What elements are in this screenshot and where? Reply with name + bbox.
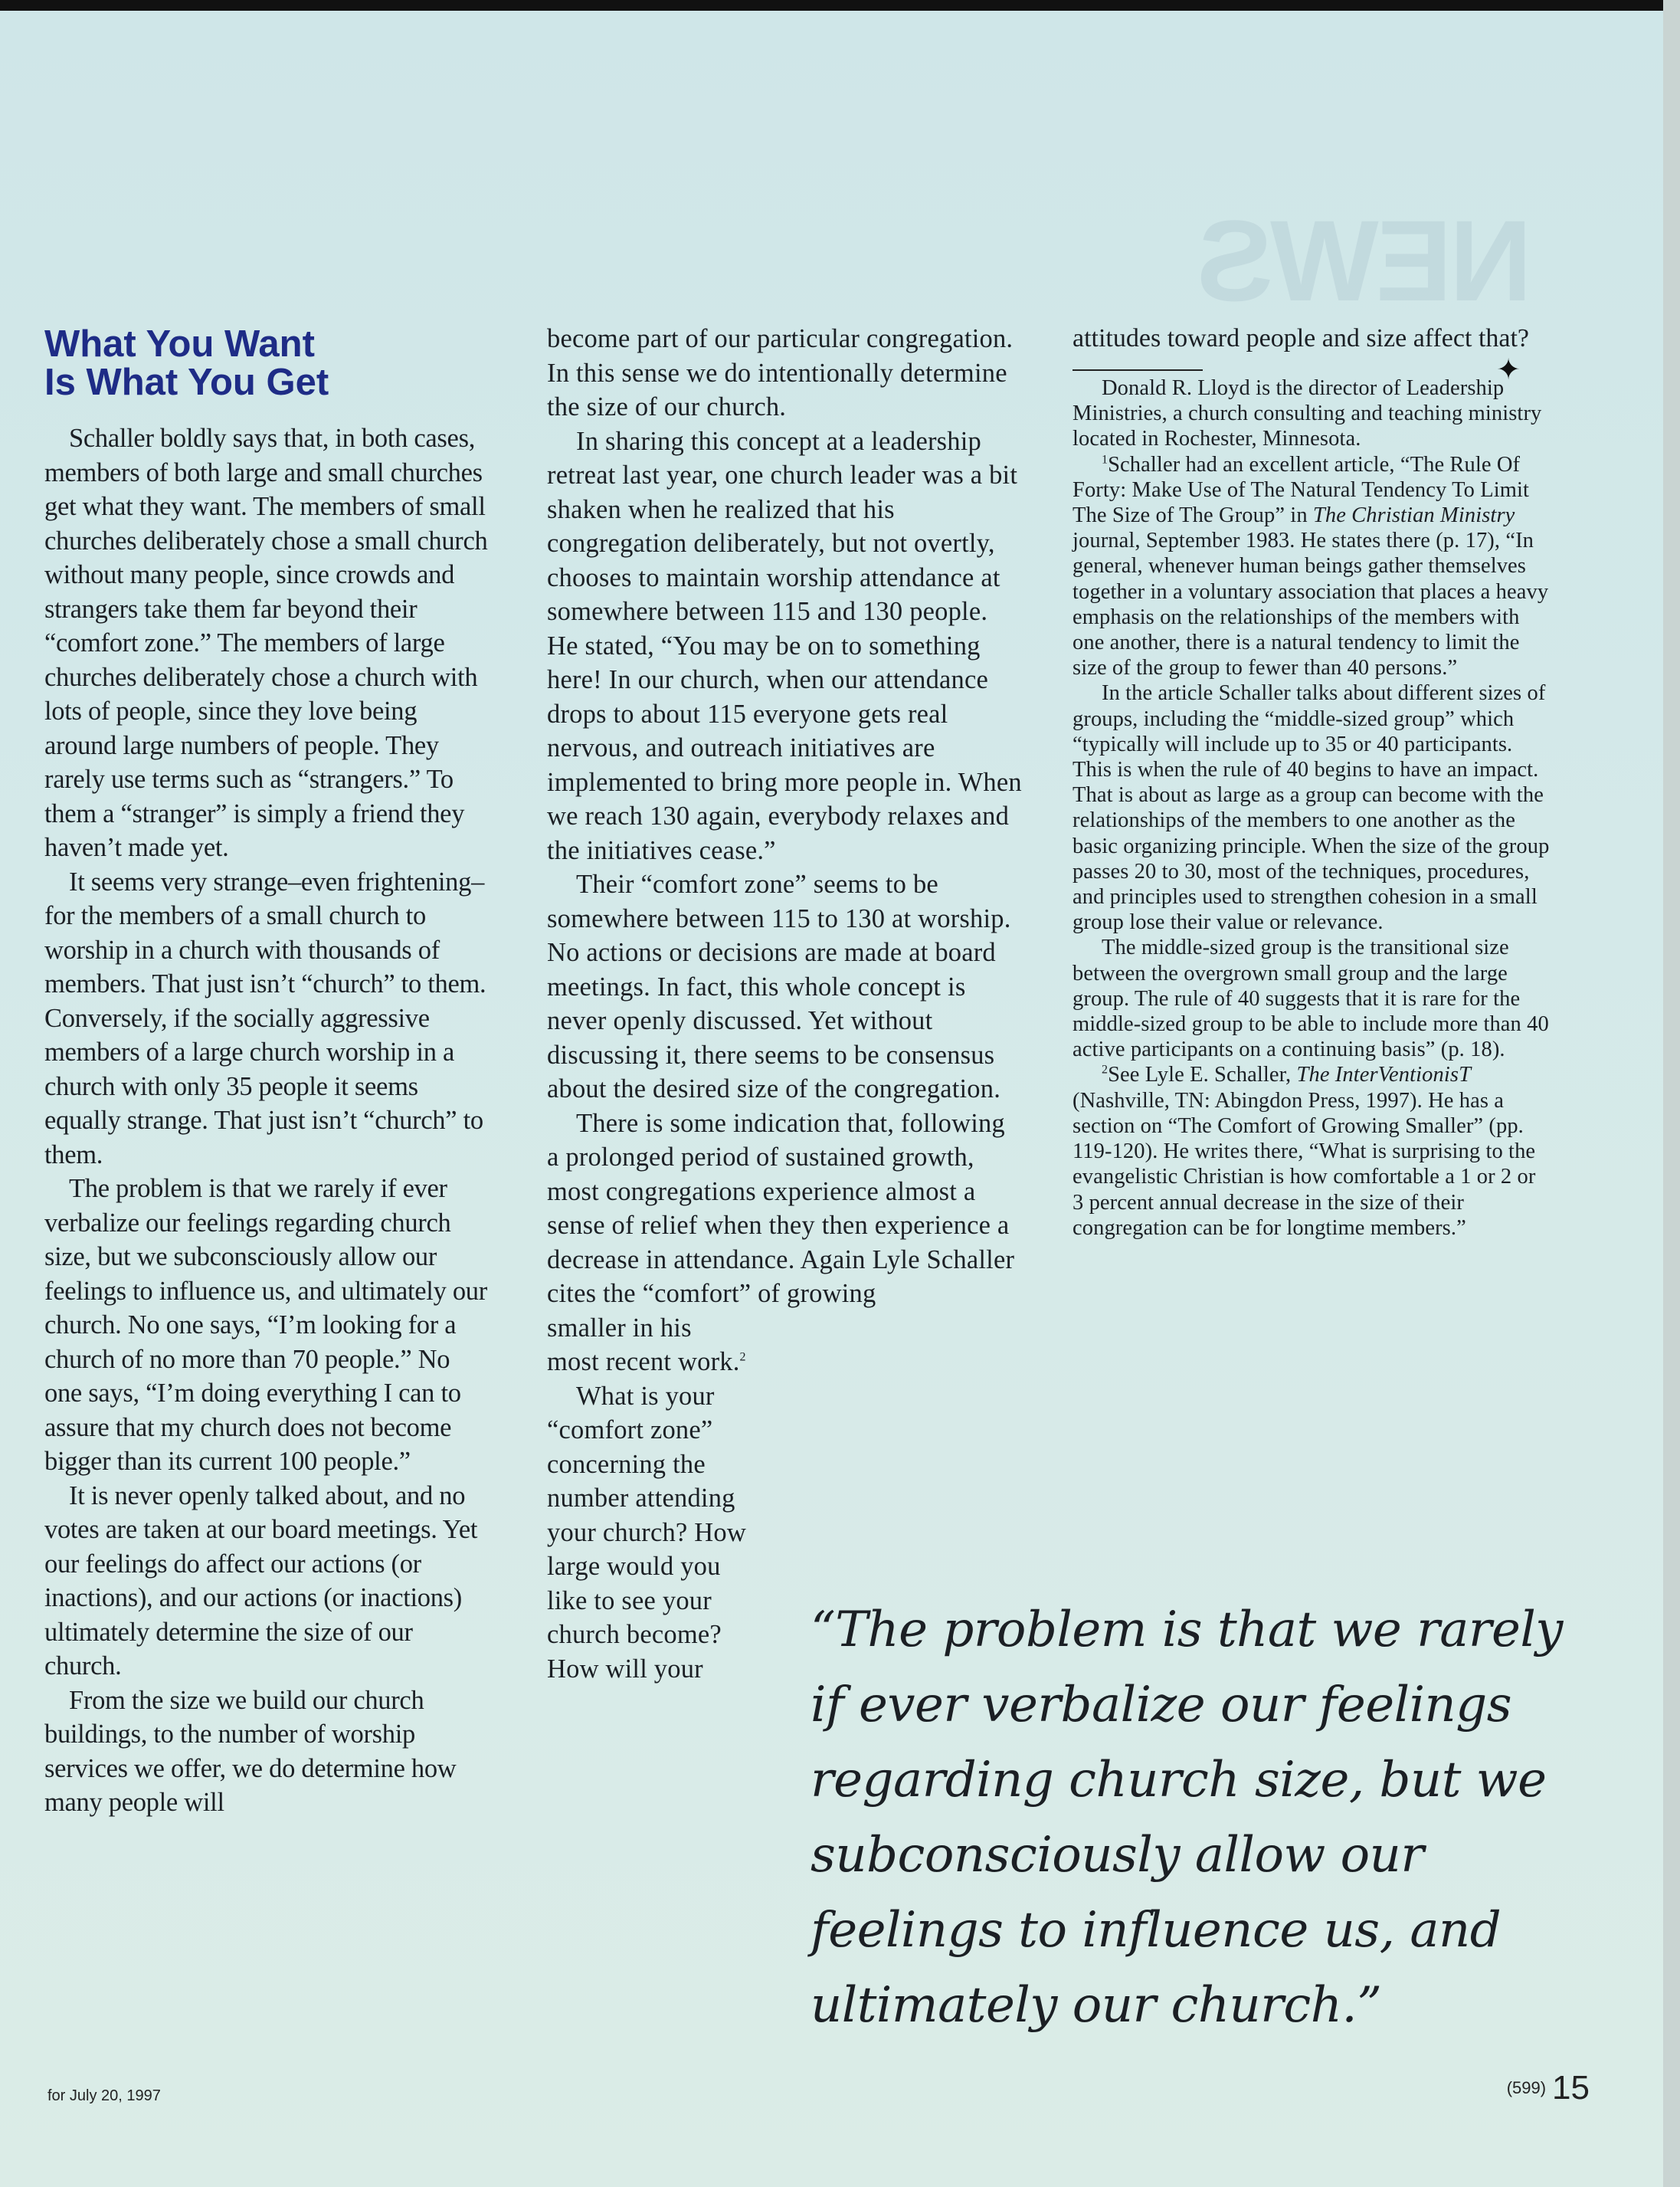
footnote-ref: 2 — [739, 1350, 746, 1364]
body-text: smaller in his most recent work. — [547, 1313, 740, 1376]
page-number: 15 — [1552, 2069, 1590, 2107]
end-mark-icon: ✦ — [1496, 354, 1521, 386]
footnote-text: journal, September 1983. He states there (p. 17), “In general, whenever human beings gather themselves together in a voluntary association that places a heavy emphasis on the relationships of the members with one another, there is a natural tendency to limit the size of the group to fewer than 40 persons.” — [1073, 529, 1549, 680]
body-paragraph: From the size we build our church buildings, to the number of worship services we offer, we do determine how many people will — [44, 1685, 457, 1817]
body-paragraph: Schaller boldly says that, in both cases, members of both large and small churches get what they want. The members of small churches deliberately chose a small church without many people, since crowds and strangers take them far beyond their “comfort zone.” The members of large churches deliberately chose a church with lots of people, since they love being around large numbers of people. They rarely use terms such as “strangers.” To them a “stranger” is simply a friend they haven’t made yet. — [44, 424, 488, 862]
body-paragraph: There is some indication that, following a prolonged period of sustained growth, most congregations experience almost a sense of relief when they then experience a decrease in attendance. Again Lyle Schaller cites the “comfort” of growing — [547, 1108, 1015, 1308]
book-title: The InterVentionisT — [1296, 1063, 1472, 1087]
column-3 — [1073, 322, 1551, 1241]
body-paragraph: It is never openly talked about, and no votes are taken at our board meetings. Yet our feelings do affect our actions (or inactions), and our actions (or inactions) ultimately determine the size of our church. — [44, 1480, 478, 1680]
headline-line-1: What You Want — [44, 323, 315, 365]
issue-date: for July 20, 1997 — [47, 2087, 161, 2104]
body-paragraph: The problem is that we rarely if ever verbalize our feelings regarding church size, but we subconsciously allow our feelings to influence us, and ultimately our church. No one says, “I’m looking for a church of no more than 70 people.” No one says, “I’m doing everything I can to assure that my church does not become bigger than its current 100 people.” — [44, 1174, 487, 1476]
footnote-text: Schaller had an excellent article, “The Rule Of Forty: Make Use of The Natural Tendency To Limit The Size of The Group” in — [1073, 452, 1530, 528]
footnote-rule — [1073, 369, 1203, 371]
column-2 — [547, 322, 1022, 1686]
footnote-2 — [1073, 1062, 1551, 1240]
footnote-marker: 2 — [1102, 1063, 1109, 1077]
narrow-text-block — [547, 1311, 746, 1687]
footnote-text: (Nashville, TN: Abingdon Press, 1997). He has a section on “The Comfort of Growing Smaller” (pp. 119-120). He writes there, “What is surprising to the evangelistic Christian is how comfortable a 1 or 2 or 3 percent annual decrease in the size of their congregation can be for longtime members.” — [1073, 1088, 1536, 1240]
footnote-1 — [1073, 452, 1551, 681]
scan-right-edge — [1663, 0, 1680, 2187]
footnote-1-continued: The middle-sized group is the transitional size between the overgrown small group and the large group. The rule of 40 suggests that it is rare for the middle-sized group to be able to include more than 40 active participants on a continuing basis” (p. 18). — [1073, 936, 1549, 1062]
body-paragraph: In sharing this concept at a leadership retreat last year, one church leader was a bit shaken when he realized that his congregation deliberately, but not overtly, chooses to maintain worship attendance at somewhere between 115 and 130 people. He stated, “You may be on to something here! In our church, when our attendance drops to about 115 everyone gets real nervous, and outreach initiatives are implemented to bring more people in. When we reach 130 again, everybody relaxes and the initiatives cease.” — [547, 426, 1022, 865]
footnote-marker: 1 — [1102, 453, 1109, 467]
article-headline — [44, 325, 493, 402]
body-paragraph — [547, 1311, 746, 1379]
footnote-1-continued: In the article Schaller talks about different sizes of groups, including the “middle-sized group” which “typically will include up to 35 or 40 participants. This is when the rule of 40 begins to have an impact. That is about as large as a group can become with the relationships of the members to one another as the basic organizing principle. When the size of the group passes 20 to 30, most of the techniques, procedures, and principles used to strengthen cohesion in a small group lose their value or relevance. — [1073, 681, 1550, 935]
journal-title: The Christian Ministry — [1312, 503, 1515, 528]
column-1 — [44, 322, 493, 1820]
body-paragraph: Their “comfort zone” seems to be somewhere between 115 to 130 at worship. No actions or decisions are made at board meetings. In fact, this whole concept is never openly discussed. Yet without discussing it, there seems to be consensus about the desired size of the congregation. — [547, 870, 1011, 1103]
body-paragraph: It seems very strange–even frightening–for the members of a small church to worship in a church with thousands of members. That just isn’t “church” to them. Conversely, if the socially aggressive members of a large church worship in a church with only 35 people it seems equally strange. That just isn’t “church” to them. — [44, 867, 486, 1169]
author-bio: Donald R. Lloyd is the director of Leadership Ministries, a church consulting and teaching ministry located in Rochester, Minnesota. — [1073, 376, 1542, 451]
show-through-graphic: NEWS — [1200, 196, 1532, 325]
page-footer — [1507, 2069, 1590, 2107]
body-paragraph: become part of our particular congregation. In this sense we do intentionally determine the size of our church. — [547, 324, 1014, 421]
page-code: (599) — [1506, 2078, 1547, 2097]
pull-quote: “The problem is that we rarely if ever verbalize our feelings regarding church size, but we subconsciously allow our feelings to influence us, and ultimately our church.” — [811, 1602, 1563, 2034]
body-paragraph: What is your “comfort zone” concerning the number attending your church? How large would you like to see your church become? How will your — [547, 1381, 746, 1684]
footnote-text: See Lyle E. Schaller, — [1108, 1063, 1297, 1087]
body-paragraph: attitudes toward people and size affect that? — [1073, 324, 1530, 352]
headline-line-2: Is What You Get — [44, 362, 329, 403]
